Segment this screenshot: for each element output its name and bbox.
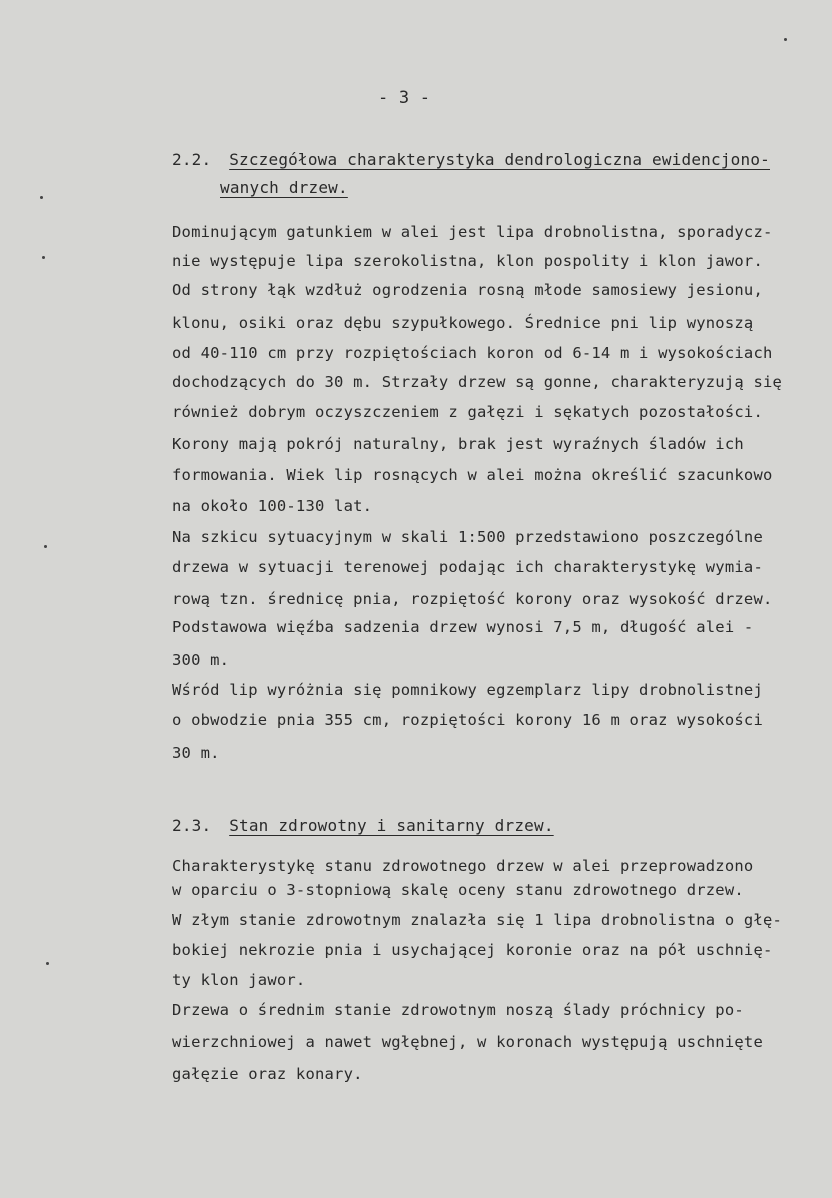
section-heading-2-3: [172, 812, 554, 840]
text-line: wierzchniowej a nawet wgłębnej, w koronach występują uschnięte: [172, 1033, 763, 1051]
text-line: drzewa w sytuacji terenowej podając ich charakterystykę wymia-: [172, 558, 763, 576]
paper-speck: [42, 256, 45, 259]
text-line: Dominującym gatunkiem w alei jest lipa drobnolistna, sporadycz-: [172, 223, 773, 241]
text-line: klonu, osiki oraz dębu szypułkowego. Średnice pni lip wynoszą: [172, 314, 754, 332]
text-line: 30 m.: [172, 744, 220, 762]
text-line: W złym stanie zdrowotnym znalazła się 1 lipa drobnolistna o głę-: [172, 911, 783, 929]
paper-speck: [44, 545, 47, 548]
text-line: od 40-110 cm przy rozpiętościach koron od 6-14 m i wysokościach: [172, 344, 773, 362]
section-number: 2.2.: [172, 150, 212, 169]
text-line: ty klon jawor.: [172, 971, 306, 989]
section-heading-2-2: [172, 146, 770, 174]
text-line: również dobrym oczyszczeniem z gałęzi i sękatych pozostałości.: [172, 403, 763, 421]
text-line: w oparciu o 3-stopniową skalę oceny stanu zdrowotnego drzew.: [172, 881, 744, 899]
paper-speck: [784, 38, 787, 41]
text-line: o obwodzie pnia 355 cm, rozpiętości korony 16 m oraz wysokości: [172, 711, 763, 729]
text-line: dochodzących do 30 m. Strzały drzew są gonne, charakteryzują się: [172, 373, 783, 391]
text-line: 300 m.: [172, 651, 230, 669]
text-line: rową tzn. średnicę pnia, rozpiętość korony oraz wysokość drzew.: [172, 590, 773, 608]
text-line: Na szkicu sytuacyjnym w skali 1:500 przedstawiono poszczególne: [172, 528, 763, 546]
page-number: - 3 -: [378, 88, 431, 108]
text-line: Charakterystykę stanu zdrowotnego drzew w alei przeprowadzono: [172, 857, 754, 875]
section-title-continued: wanych drzew.: [220, 178, 348, 197]
text-line: nie występuje lipa szerokolistna, klon pospolity i klon jawor.: [172, 252, 763, 270]
text-line: na około 100-130 lat.: [172, 497, 373, 515]
text-line: gałęzie oraz konary.: [172, 1065, 363, 1083]
text-line: Podstawowa więźba sadzenia drzew wynosi 7,5 m, długość alei -: [172, 618, 754, 636]
text-line: bokiej nekrozie pnia i usychającej koronie oraz na pół uschnię-: [172, 941, 773, 959]
section-title: Szczegółowa charakterystyka dendrologiczna ewidencjono-: [229, 150, 770, 169]
text-line: Wśród lip wyróżnia się pomnikowy egzemplarz lipy drobnolistnej: [172, 681, 763, 699]
paper-speck: [46, 962, 49, 965]
text-line: Korony mają pokrój naturalny, brak jest wyraźnych śladów ich: [172, 435, 744, 453]
section-number: 2.3.: [172, 816, 212, 835]
section-heading-2-2-continued: [220, 174, 348, 202]
section-title: Stan zdrowotny i sanitarny drzew.: [229, 816, 554, 835]
text-line: formowania. Wiek lip rosnących w alei można określić szacunkowo: [172, 466, 773, 484]
text-line: Od strony łąk wzdłuż ogrodzenia rosną młode samosiewy jesionu,: [172, 281, 763, 299]
text-line: Drzewa o średnim stanie zdrowotnym noszą ślady próchnicy po-: [172, 1001, 744, 1019]
paper-speck: [40, 196, 43, 199]
